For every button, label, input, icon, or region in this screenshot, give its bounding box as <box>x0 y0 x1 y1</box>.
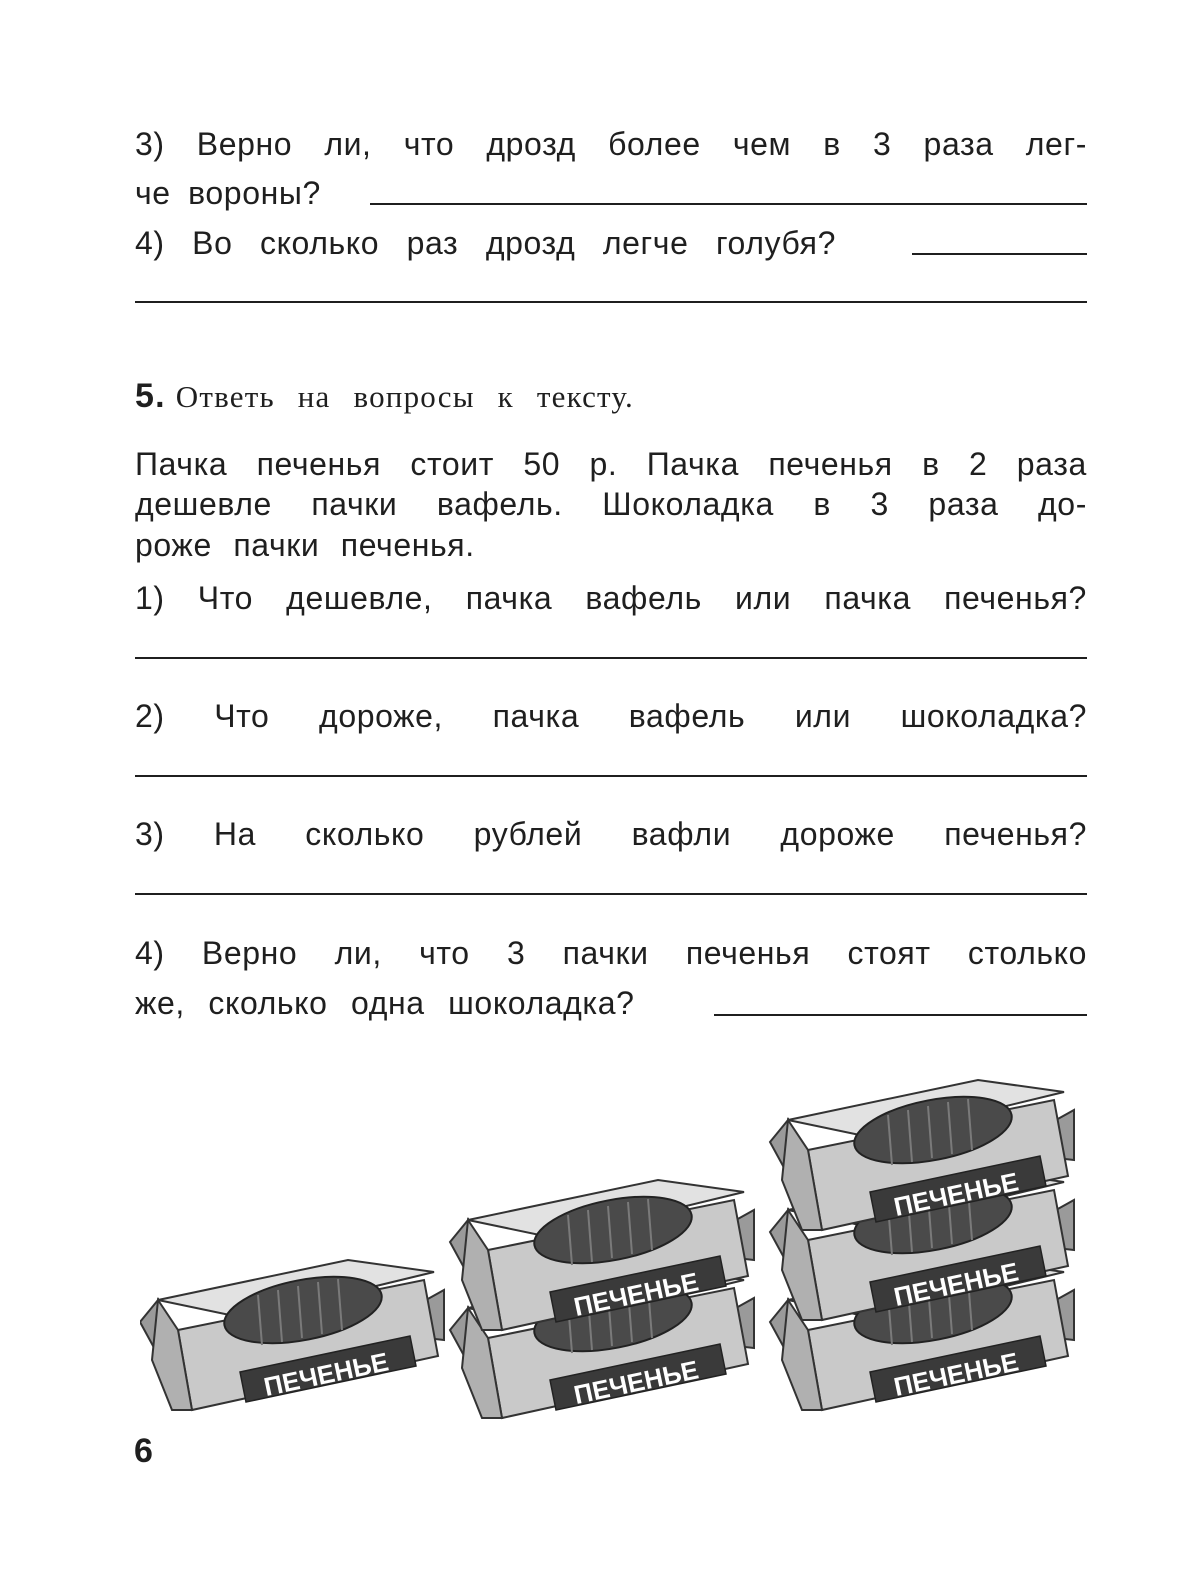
word: в <box>823 126 841 162</box>
word: или <box>735 580 792 616</box>
word: печенья <box>256 446 382 482</box>
word: дешевле <box>135 486 272 522</box>
word: р. <box>589 446 618 482</box>
question-4-line-1 <box>135 935 1087 971</box>
word: рублей <box>473 816 583 852</box>
answer-line[interactable] <box>135 775 1087 777</box>
word: 2 <box>969 446 988 482</box>
word: печенья <box>685 935 811 971</box>
word: 3 <box>870 486 889 522</box>
package-label: ПЕЧЕНЬЕ <box>891 1166 1022 1223</box>
prev-q3-line2: че вороны? <box>135 175 321 211</box>
task-5-heading <box>135 376 634 417</box>
package-label: ПЕЧЕНЬЕ <box>571 1266 702 1323</box>
word: пачка <box>465 580 553 616</box>
word: 1) <box>135 580 165 616</box>
cookie-package-icon <box>140 1260 444 1410</box>
cookie-packages-illustration <box>140 1070 1090 1430</box>
answer-line[interactable] <box>135 893 1087 895</box>
page-number: 6 <box>134 1432 153 1470</box>
task-text-line-2 <box>135 486 1087 522</box>
word: Пачка <box>135 446 228 482</box>
answer-line[interactable] <box>370 203 1087 205</box>
question-3 <box>135 816 1087 852</box>
word: пачка <box>824 580 911 616</box>
word: стоят <box>847 935 931 971</box>
word: лег- <box>1025 126 1087 162</box>
word: 4) <box>135 935 165 971</box>
word: раза <box>1016 446 1087 482</box>
word: вафли <box>631 816 732 852</box>
answer-line[interactable] <box>135 657 1087 659</box>
package-label: ПЕЧЕНЬЕ <box>891 1256 1022 1313</box>
word: 50 <box>523 446 561 482</box>
word: раза <box>928 486 999 522</box>
answer-line[interactable] <box>912 253 1087 255</box>
question-4-line-2: же, сколько одна шоколадка? <box>135 985 635 1021</box>
word: шоколадка? <box>900 698 1087 734</box>
word: более <box>608 126 701 162</box>
word: печенья? <box>944 816 1087 852</box>
word: дороже, <box>319 698 444 734</box>
word: дрозд <box>486 126 576 162</box>
package-label: ПЕЧЕНЬЕ <box>891 1346 1022 1403</box>
word: 2) <box>135 698 165 734</box>
word: в <box>813 486 832 522</box>
package-label: ПЕЧЕНЬЕ <box>571 1354 702 1411</box>
word: ли, <box>324 126 372 162</box>
word: дешевле, <box>286 580 433 616</box>
question-2 <box>135 698 1087 734</box>
task-text-line-1 <box>135 446 1087 482</box>
word: Что <box>197 580 254 616</box>
word: 3 <box>506 935 526 971</box>
word: пачки <box>311 486 398 522</box>
word: стоит <box>410 446 494 482</box>
word: в <box>922 446 940 482</box>
word: Что <box>214 698 270 734</box>
word: Верно <box>201 935 298 971</box>
word: что <box>403 126 455 162</box>
word: сколько <box>305 816 425 852</box>
word: пачка <box>492 698 580 734</box>
word: Верно <box>196 126 293 162</box>
question-1 <box>135 580 1087 616</box>
word: что <box>419 935 470 971</box>
word: вафель <box>585 580 702 616</box>
word: чем <box>732 126 792 162</box>
word: раза <box>923 126 994 162</box>
word: вафель. <box>436 486 563 522</box>
word: печенья <box>768 446 893 482</box>
word: вафель <box>628 698 746 734</box>
prev-q3-line1 <box>135 126 1087 162</box>
word: пачки <box>562 935 649 971</box>
word: 3) <box>135 126 165 162</box>
word: или <box>794 698 852 734</box>
task-number: 5. <box>135 377 166 415</box>
word: Шоколадка <box>602 486 774 522</box>
answer-line[interactable] <box>135 301 1087 303</box>
word: На <box>213 816 257 852</box>
word: Пачка <box>646 446 739 482</box>
word: 3 <box>873 126 892 162</box>
task-title: Ответь на вопросы к тексту. <box>175 379 634 414</box>
answer-line[interactable] <box>714 1014 1087 1016</box>
package-label: ПЕЧЕНЬЕ <box>261 1346 392 1403</box>
word: ли, <box>334 935 382 971</box>
word: печенья? <box>944 580 1087 616</box>
word: дороже <box>780 816 895 852</box>
word: столько <box>967 935 1087 971</box>
task-text-line-3: роже пачки печенья. <box>135 527 475 563</box>
word: до- <box>1038 486 1087 522</box>
prev-q4: 4) Во сколько раз дрозд легче голубя? <box>135 225 836 261</box>
word: 3) <box>135 816 165 852</box>
